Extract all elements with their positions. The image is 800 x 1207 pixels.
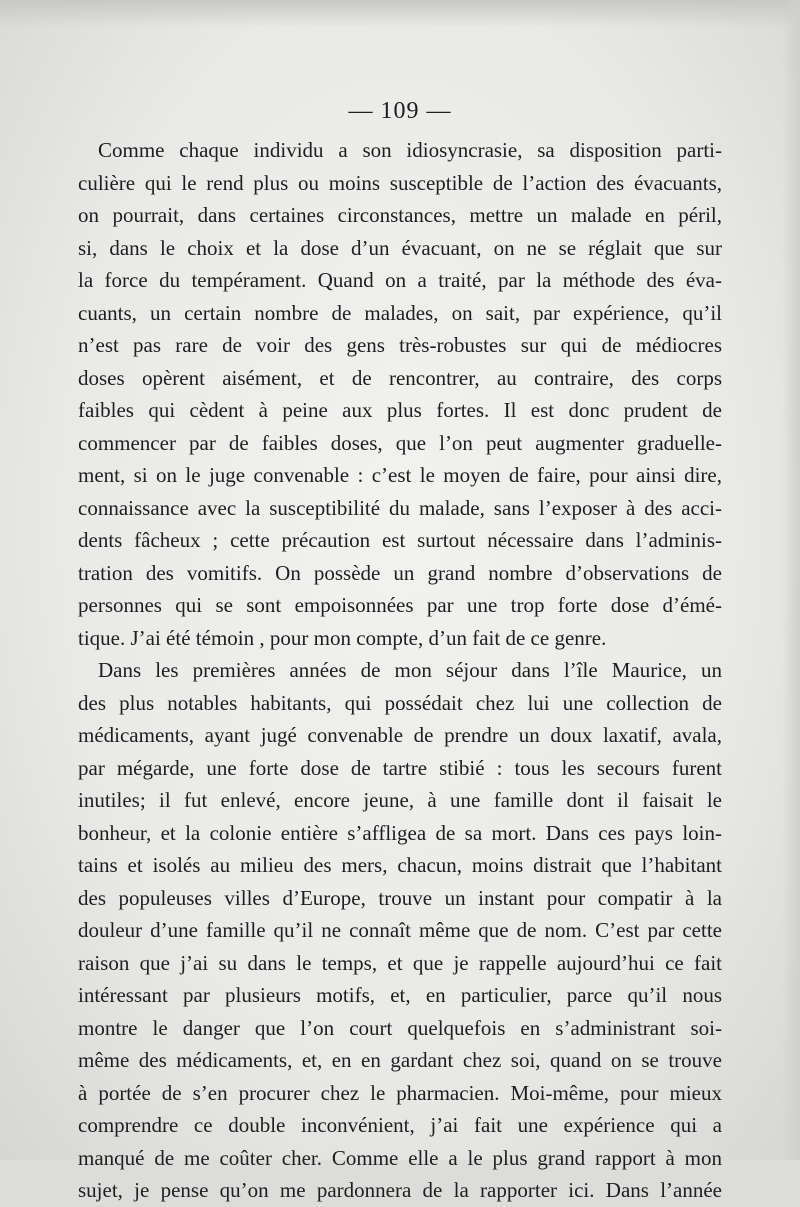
text-line: inutiles; il fut enlevé, encore jeune, à une famille dont il faisait le — [78, 788, 722, 812]
page-number: — 109 — — [348, 98, 452, 124]
text-line: n’est pas rare de voir des gens très-robustes sur qui de médiocres — [78, 333, 722, 357]
page-edge-shadow-right — [782, 0, 800, 1160]
text-line: tration des vomitifs. On possède un grand nombre d’observations de — [78, 560, 722, 585]
text-line: montre le danger que l’on court quelquefois en s’administrant soi- — [78, 1015, 722, 1040]
text-line: à portée de s’en procurer chez le pharmacien. Moi-même, pour mieux — [78, 1080, 722, 1105]
text-line: ment, si on le juge convenable : c’est le moyen de faire, pour ainsi dire, — [78, 463, 722, 487]
text-line: tique. J’ai été témoin , pour mon compte, d’un fait de ce genre. — [78, 625, 607, 650]
text-line: connaissance avec la susceptibilité du malade, sans l’exposer à des acci- — [78, 495, 722, 520]
text-line: si, dans le choix et la dose d’un évacuant, on ne se réglait que sur — [78, 235, 722, 260]
text-line: intéressant par plusieurs motifs, et, en particulier, parce qu’il nous — [78, 983, 722, 1007]
text-line: raison que j’ai su dans le temps, et que je rappelle aujourd’hui ce fait — [78, 950, 722, 975]
text-line: dents fâcheux ; cette précaution est surtout nécessaire dans l’adminis- — [78, 528, 722, 552]
text-line: cuants, un certain nombre de malades, on sait, par expérience, qu’il — [78, 300, 722, 325]
text-line: Comme chaque individu a son idiosyncrasie, sa disposition parti- — [98, 138, 722, 162]
text-line: la force du tempérament. Quand on a traité, par la méthode des éva- — [78, 268, 722, 292]
body-text — [78, 134, 722, 1207]
text-line: des populeuses villes d’Europe, trouve un instant pour compatir à la — [78, 885, 722, 910]
text-line: commencer par de faibles doses, que l’on peut augmenter graduelle- — [78, 430, 722, 455]
text-line: doses opèrent aisément, et de rencontrer, au contraire, des corps — [78, 365, 722, 390]
text-line: médicaments, ayant jugé convenable de prendre un doux laxatif, avala, — [78, 723, 722, 747]
text-line: on pourrait, dans certaines circonstances, mettre un malade en péril, — [78, 203, 722, 227]
text-line: par mégarde, une forte dose de tartre stibié : tous les secours furent — [78, 755, 722, 780]
page-edge-shadow-top — [0, 0, 800, 28]
text-line: faibles qui cèdent à peine aux plus fortes. Il est donc prudent de — [78, 398, 722, 422]
text-line: comprendre ce double inconvénient, j’ai fait une expérience qui a — [78, 1113, 722, 1137]
text-line: douleur d’une famille qu’il ne connaît même que de nom. C’est par cette — [78, 918, 722, 942]
text-line: des plus notables habitants, qui possédait chez lui une collection de — [78, 690, 722, 715]
text-line: même des médicaments, et, en en gardant chez soi, quand on se trouve — [78, 1048, 722, 1072]
text-line: tains et isolés au milieu des mers, chacun, moins distrait que l’habitant — [78, 853, 722, 877]
text-line: sujet, je pense qu’on me pardonnera de la rapporter ici. Dans l’année — [78, 1178, 722, 1202]
text-line: personnes qui se sont empoisonnées par une trop forte dose d’émé- — [78, 593, 722, 617]
text-line: bonheur, et la colonie entière s’affligea de sa mort. Dans ces pays loin- — [78, 820, 722, 845]
text-line: culière qui le rend plus ou moins susceptible de l’action des évacuants, — [78, 170, 722, 195]
text-line: manqué de me coûter cher. Comme elle a le plus grand rapport à mon — [78, 1145, 722, 1170]
text-line: Dans les premières années de mon séjour dans l’île Maurice, un — [98, 658, 722, 682]
